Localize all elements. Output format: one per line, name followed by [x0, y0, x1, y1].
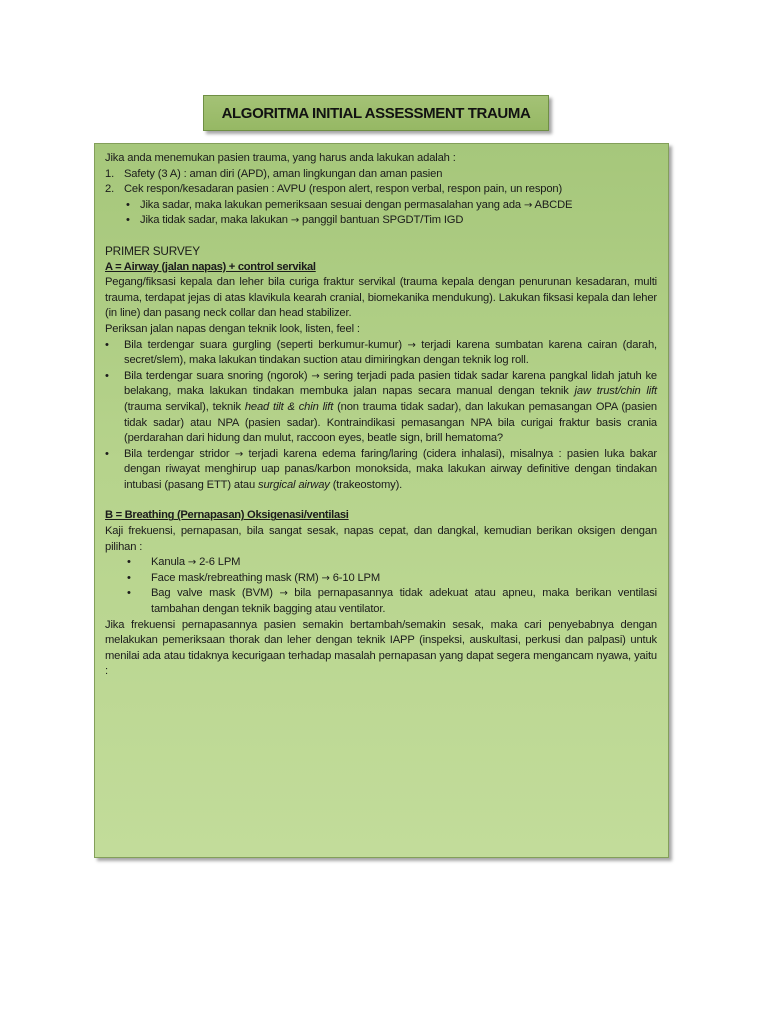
bullet-icon: • — [127, 556, 131, 569]
option-text: Kanula — [151, 556, 188, 569]
bullet-text: Bila terdengar suara snoring (ngorok) — [124, 369, 312, 382]
step-item — [105, 182, 657, 198]
option-text: 6-10 LPM — [329, 571, 381, 584]
option-text: Bag valve mask (BVM) — [151, 587, 280, 600]
intro-text: Jika anda menemukan pasien trauma, yang harus anda lakukan adalah : — [105, 152, 456, 164]
bullet-icon: • — [105, 369, 109, 382]
arrow-right-icon: → — [311, 370, 320, 382]
sub-bullet-item — [105, 213, 657, 229]
oxygen-option — [105, 586, 657, 617]
bullet-text: Bila terdengar suara gurgling (seperti berkumur-kumur) — [124, 338, 408, 351]
oxygen-option — [105, 571, 657, 587]
arrow-right-icon: → — [279, 588, 288, 600]
bullet-icon: • — [127, 571, 131, 584]
breathing-paragraph: Jika frekuensi pernapasannya pasien semakin bertambah/semakin sesak, maka cari penyebabnya dengan melakukan pemeriksaan thorak dan leher dengan teknik IAPP (inspeksi, auskultasi, perkusi dan palpasi) untuk menilai ada atau tidaknya kecurigaan terhadap masalah pernapasan yang dapat segera mengancam nyawa, yaitu : — [105, 618, 657, 678]
bullet-text: (non trauma tidak sadar), dan lakukan pemasangan OPA (pasien tidak sadar) atau NPA (pasien sadar). Kontraindikasi pemasangan NPA bila curigai fraktur basis crania (perdarahan dari hidung dan mulut, raccoon eyes, beatle sign, brill hematoma? — [124, 400, 657, 445]
bullet-text: terjadi karena sumbatan karena cairan (darah, secret/slem), maka lakukan tindakan suction atau dimiringkan dengan teknik log roll. — [124, 338, 657, 367]
bullet-icon: • — [127, 587, 131, 600]
content-panel — [94, 143, 669, 858]
airway-bullet-snoring — [105, 369, 657, 447]
airway-paragraph: Periksan jalan napas dengan teknik look, listen, feel : — [105, 322, 360, 335]
bullet-text: (trauma servikal), teknik — [124, 400, 245, 413]
arrow-right-icon: → — [407, 339, 416, 351]
bullet-icon: • — [126, 198, 130, 211]
option-text: Face mask/rebreathing mask (RM) — [151, 571, 322, 584]
arrow-right-icon: → — [234, 448, 244, 460]
italic-term: jaw trust/chin lift — [574, 385, 657, 398]
breathing-heading: B = Breathing (Pernapasan) Oksigenasi/ventilasi — [105, 509, 349, 522]
arrow-right-icon: → — [290, 215, 300, 227]
bullet-text: terjadi karena edema faring/laring (cidera inhalasi), misalnya : pasien luka bakar dengan riwayat menghirup uap panas/karbon monoksida, maka lakukan airway definitive dengan tindakan intubasi (pasang ETT) atau — [124, 447, 657, 491]
option-text: bila pernapasannya tidak adekuat atau apneu, maka berikan ventilasi tambahan dengan teknik bagging atau ventilator. — [151, 587, 657, 616]
sub-bullet-text: ABCDE — [532, 198, 573, 211]
step-text: Safety (3 A) : aman diri (APD), aman lingkungan dan aman pasien — [124, 167, 443, 180]
title-box — [203, 95, 549, 131]
arrow-right-icon: → — [523, 199, 533, 211]
arrow-right-icon: → — [187, 557, 197, 569]
step-item — [105, 167, 657, 183]
sub-bullet-text: panggil bantuan SPGDT/Tim IGD — [299, 214, 464, 227]
bullet-text: (trakeostomy). — [329, 478, 403, 491]
bullet-icon: • — [105, 447, 109, 460]
airway-bullet-gurgling — [105, 338, 657, 369]
sub-bullet-text: Jika tidak sadar, maka lakukan — [140, 214, 291, 227]
sub-bullet-text: Jika sadar, maka lakukan pemeriksaan sesuai dengan permasalahan yang ada — [140, 198, 524, 211]
bullet-text: sering terjadi pada pasien tidak sadar karena pangkal lidah jatuh ke belakang, maka lakukan tindakan membuka jalan napas secara manual dengan teknik — [124, 369, 657, 398]
primer-survey-heading: PRIMER SURVEY — [105, 243, 200, 258]
document-title: ALGORITMA INITIAL ASSESSMENT TRAUMA — [221, 104, 531, 122]
breathing-paragraph: Kaji frekuensi, pernapasan, bila sangat sesak, napas cepat, dan dangkal, kemudian berikan oksigen dengan pilihan : — [105, 525, 657, 553]
italic-term: head tilt & chin lift — [244, 400, 334, 413]
sub-bullet-item — [105, 198, 657, 214]
step-number: 2. — [105, 183, 115, 196]
arrow-right-icon: → — [321, 572, 330, 584]
option-text: 2-6 LPM — [196, 556, 241, 569]
step-number: 1. — [105, 167, 115, 180]
airway-bullet-stridor — [105, 447, 657, 494]
bullet-text: Bila terdengar stridor — [124, 447, 235, 460]
oxygen-option — [105, 555, 657, 571]
airway-paragraph: Pegang/fiksasi kepala dan leher bila curiga fraktur servikal (trauma kepala dengan penurunan kesadaran, multi trauma, terdapat jejas di atas klavikula kearah cranial, biomekanika mendukung). Lakukan fiksasi kepala dan leher (in line) dan pasang neck collar dan head stabilizer. — [105, 276, 657, 320]
italic-term: surgical airway — [258, 478, 330, 491]
bullet-icon: • — [126, 214, 130, 227]
bullet-icon: • — [105, 338, 109, 351]
airway-heading: A = Airway (jalan napas) + control servikal — [105, 260, 316, 273]
step-text: Cek respon/kesadaran pasien : AVPU (respon alert, respon verbal, respon pain, un respon) — [124, 183, 563, 196]
